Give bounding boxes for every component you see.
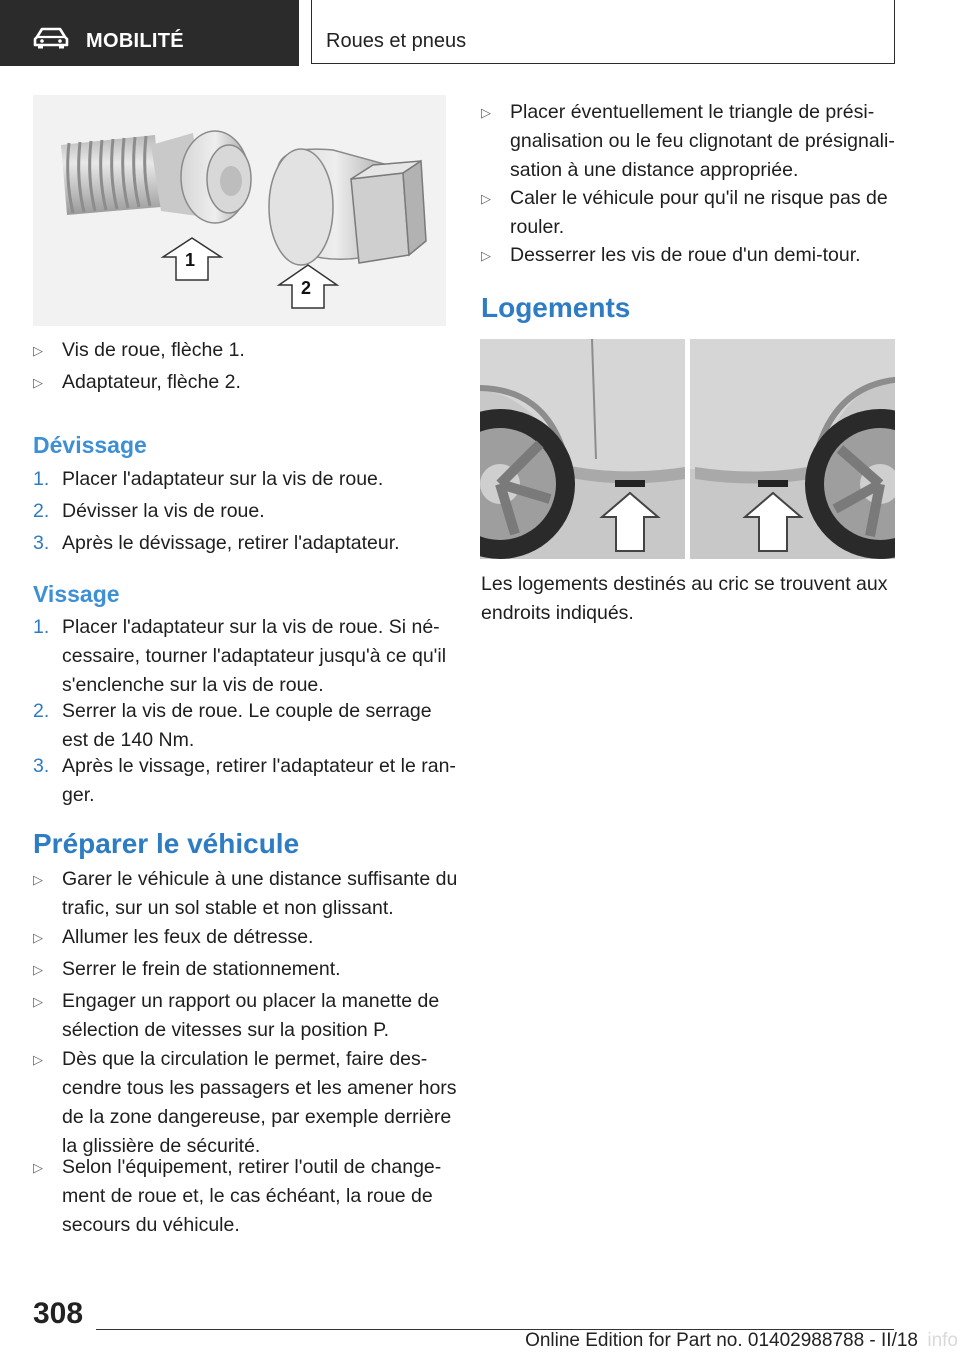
heading-devissage: Dévissage [33, 432, 147, 458]
arrow-2-label: 2 [301, 278, 312, 298]
watermark: info [927, 1330, 958, 1351]
list-item: ▷ Caler le véhicule pour qu'il ne risque pas de rouler. [481, 184, 921, 242]
jack-panel-right [690, 339, 895, 559]
bullet-triangle-icon: ▷ [33, 962, 43, 977]
bullet-triangle-icon: ▷ [33, 343, 43, 358]
adapter-socket [269, 149, 426, 265]
bullet-triangle-icon: ▷ [481, 105, 491, 120]
bolt-head [151, 131, 251, 223]
page-number: 308 [33, 1297, 84, 1330]
step-item: 2. Serrer la vis de roue. Le couple de serrage est de 140 Nm. [33, 700, 432, 751]
list-item: ▷ Garer le véhicule à une distance suffisante du trafic, sur un sol stable et non glissant. [33, 865, 463, 923]
list-item: ▷ Desserrer les vis de roue d'un demi-tour. [481, 241, 921, 270]
list-item: ▷ Adaptateur, flèche 2. [33, 368, 453, 397]
bullet-triangle-icon: ▷ [33, 1160, 43, 1175]
list-item: ▷ Engager un rapport ou placer la manette de sélection de vitesses sur la position P. [33, 987, 463, 1045]
chapter-label: Roues et pneus [326, 30, 467, 52]
jack-points-figure [480, 339, 895, 559]
step-item: 1. Placer l'adaptateur sur la vis de roue. Si né‐ cessaire, tourner l'adaptateur jusqu'à ce qu'il s'enclenche sur la vis de roue. [33, 616, 447, 696]
heading-vissage: Vissage [33, 581, 120, 607]
section-label: MOBILITÉ [86, 30, 184, 52]
step-item: 1. Placer l'adaptateur sur la vis de roue. [33, 468, 384, 490]
list-item: ▷ Allumer les feux de détresse. [33, 923, 463, 952]
bullet-triangle-icon: ▷ [33, 994, 43, 1009]
arrow-1-label: 1 [185, 250, 196, 270]
footer-edition: Online Edition for Part no. 01402988788 - II/18 [525, 1330, 918, 1351]
heading-preparer: Préparer le véhicule [33, 828, 300, 859]
bullet-triangle-icon: ▷ [481, 248, 491, 263]
list-item: ▷ Vis de roue, flèche 1. [33, 336, 453, 365]
header-section-tab [0, 0, 299, 66]
step-item: 3. Après le dévissage, retirer l'adaptateur. [33, 532, 400, 554]
bullet-triangle-icon: ▷ [33, 930, 43, 945]
bullet-triangle-icon: ▷ [33, 872, 43, 887]
chapter-header [311, 0, 895, 64]
bullet-triangle-icon: ▷ [33, 375, 43, 390]
list-item: ▷ Selon l'équipement, retirer l'outil de change‐ ment de roue et, le cas échéant, la roue de secours du véhicule. [33, 1153, 463, 1240]
heading-logements: Logements [481, 292, 631, 323]
step-item: 3. Après le vissage, retirer l'adaptateur et le ran‐ ger. [33, 755, 456, 806]
bullet-triangle-icon: ▷ [33, 1052, 43, 1067]
step-item: 2. Dévisser la vis de roue. [33, 500, 265, 522]
list-item: ▷ Dès que la circulation le permet, faire des‐ cendre tous les passagers et les amener hors de la zone dangereuse, par exemple derrière la glissière de sécurité. [33, 1045, 463, 1161]
bullet-triangle-icon: ▷ [481, 191, 491, 206]
wheel-bolt-figure [33, 95, 446, 326]
list-item: ▷ Serrer le frein de stationnement. [33, 955, 463, 984]
car-icon [33, 27, 69, 49]
jack-panel-left [480, 339, 685, 559]
list-item: ▷ Placer éventuellement le triangle de prési‐ gnalisation ou le feu clignotant de présignali‐ sation à une distance appropriée. [481, 98, 921, 185]
logements-caption: Les logements destinés au cric se trouvent aux endroits indiqués. [481, 573, 888, 624]
bolt-thread [61, 135, 161, 215]
